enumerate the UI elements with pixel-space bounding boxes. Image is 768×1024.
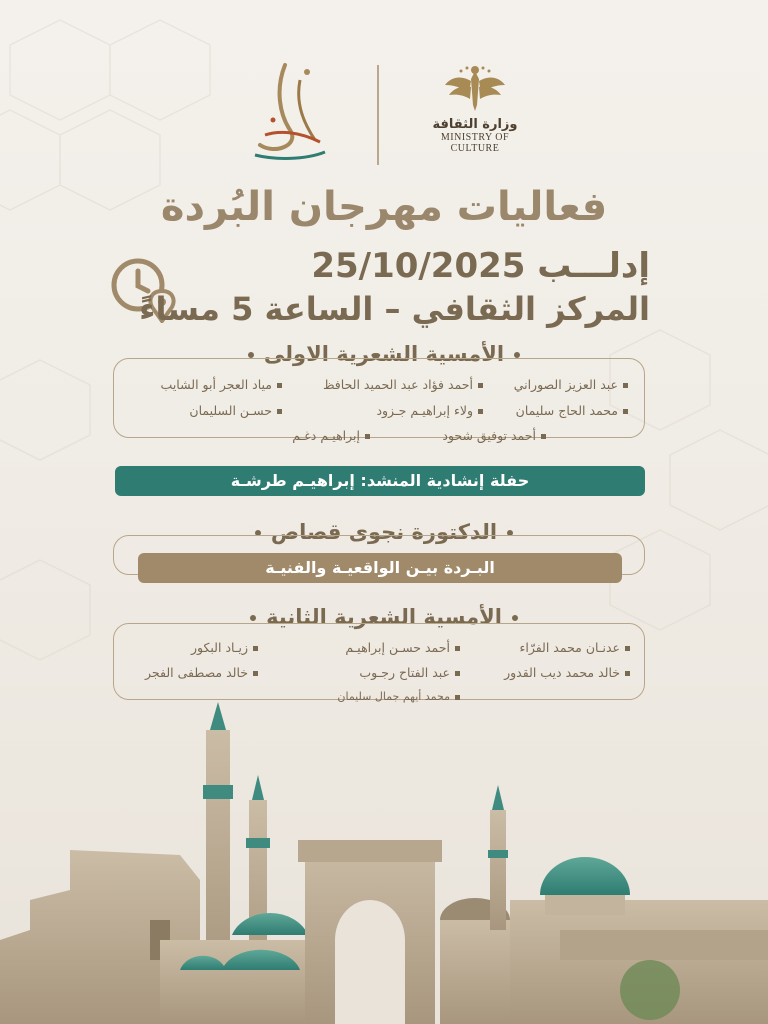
poet-name: زيـاد البكور: [191, 640, 258, 655]
section2-box: [113, 623, 645, 700]
ministry-name-english: MINISTRY OF CULTURE: [440, 132, 510, 154]
event-venue-time: المركز الثقافي – الساعة 5 مساءً: [139, 290, 650, 328]
section1-title-text: الأمسية الشعرية الاولى: [263, 342, 505, 366]
poet-name: خالد محمد ديب القدور: [504, 665, 630, 680]
poet-name: محمد أيهم جمال سليمان: [337, 690, 460, 703]
city-skyline-illustration: [0, 690, 768, 1024]
poet-name: حسـن السليمان: [189, 403, 282, 418]
poet-name: أحمد فؤاد عبد الحميد الحافظ: [323, 377, 483, 392]
poet-name: خالد مصطفى الفجر: [145, 665, 258, 680]
poet-name: عدنـان محمد الفرّاء: [519, 640, 630, 655]
header: [0, 55, 768, 175]
poet-name: أحمد توفيق شحود: [442, 428, 546, 443]
burda-logo: [245, 60, 335, 170]
page-title: فعاليات مهرجان البُردة: [160, 184, 608, 230]
ministry-name-arabic: وزارة الثقافة: [432, 117, 518, 132]
title-dot: [250, 615, 256, 621]
ministry-block: [420, 65, 530, 154]
poet-name: إبراهيـم دغـم: [292, 428, 370, 443]
chant-banner: حفلة إنشادية المنشد: إبراهيـم طرشـة: [115, 466, 645, 496]
poet-name: عبد الفتاح رجـوب: [359, 665, 460, 680]
header-divider: [377, 65, 379, 165]
poet-name: مياد العجر أبو الشايب: [161, 377, 282, 392]
eagle-emblem-icon: [443, 65, 507, 113]
section2-title-text: الأمسية الشعرية الثانية: [266, 605, 502, 629]
section1-box: [113, 358, 645, 438]
poet-name: ولاء إبراهيـم جـزود: [376, 403, 483, 418]
poet-name: محمد الحاج سليمان: [516, 403, 628, 418]
lecture-topic-banner: البـردة بيـن الواقعيـة والفنيـة: [138, 553, 622, 583]
poet-name: أحمد حسـن إبراهيـم: [345, 640, 460, 655]
lecture-title-text: الدكتورة نجوى قصاص: [270, 520, 498, 544]
poet-name: عبد العزيز الصوراني: [514, 377, 628, 392]
title-dot: [512, 615, 518, 621]
event-place-date: إدلـــب 25/10/2025: [311, 246, 650, 286]
